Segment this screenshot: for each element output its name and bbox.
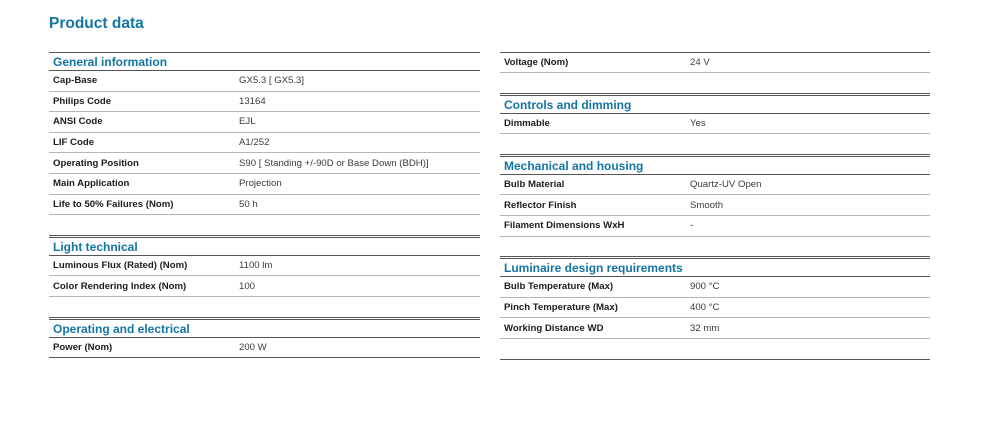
row-label: Power (Nom): [53, 341, 113, 353]
table-row: [500, 318, 930, 339]
section-spacer: [500, 73, 930, 94]
table-row: [49, 133, 480, 154]
section-spacer: [500, 339, 930, 360]
row-label: Operating Position: [53, 157, 139, 169]
table-row: [500, 114, 930, 135]
row-value: S90 [ Standing +/-90D or Base Down (BDH)]: [239, 157, 429, 169]
row-value: A1/252: [239, 137, 270, 149]
row-value: 100: [239, 280, 256, 292]
row-label: Main Application: [53, 178, 130, 190]
table-row: [49, 338, 480, 359]
row-label: Reflector Finish: [504, 199, 577, 211]
row-value: Projection: [239, 178, 282, 190]
section-header-mechanical-and-housing: Mechanical and housing: [500, 156, 930, 175]
table-row: [500, 216, 930, 237]
row-label: Filament Dimensions WxH: [504, 220, 625, 232]
table-row: [500, 277, 930, 298]
table-row: [49, 92, 480, 113]
table-row: [500, 298, 930, 319]
row-value: 50 h: [239, 198, 258, 210]
left-column: [49, 51, 480, 358]
table-row: [500, 175, 930, 196]
row-value: 200 W: [239, 341, 267, 353]
table-row: [49, 174, 480, 195]
table-row: [49, 153, 480, 174]
row-value: 400 °C: [690, 302, 720, 314]
section-header-operating-and-electrical: Operating and electrical: [49, 319, 480, 338]
row-label: Cap-Base: [53, 75, 98, 87]
row-value: Yes: [690, 117, 706, 129]
row-label: ANSI Code: [53, 116, 103, 128]
row-label: Bulb Temperature (Max): [504, 281, 614, 293]
table-row: [49, 112, 480, 133]
row-label: Life to 50% Failures (Nom): [53, 198, 174, 210]
section-header-light-technical: Light technical: [49, 237, 480, 256]
row-value: EJL: [239, 116, 256, 128]
row-label: LIF Code: [53, 137, 95, 149]
section-spacer: [49, 297, 480, 318]
row-label: Working Distance WD: [504, 322, 604, 334]
row-label: Dimmable: [504, 117, 550, 129]
section-header-controls-and-dimming: Controls and dimming: [500, 95, 930, 114]
row-label: Color Rendering Index (Nom): [53, 280, 187, 292]
row-value: Quartz-UV Open: [690, 179, 762, 191]
row-label: Pinch Temperature (Max): [504, 302, 618, 314]
row-value: 13164: [239, 95, 266, 107]
row-label: Bulb Material: [504, 179, 565, 191]
section-spacer: [49, 215, 480, 236]
section-spacer: [500, 134, 930, 155]
table-row: [49, 256, 480, 277]
right-column: [500, 51, 930, 360]
row-value: 24 V: [690, 57, 710, 68]
section-spacer: [500, 237, 930, 258]
table-row: [49, 195, 480, 216]
row-value: 1100 lm: [239, 260, 273, 272]
row-value: Smooth: [690, 199, 724, 211]
row-label: Luminous Flux (Rated) (Nom): [53, 260, 188, 272]
page-title: Product data: [49, 15, 144, 32]
table-row: [49, 276, 480, 297]
table-row: [500, 195, 930, 216]
section-header-luminaire-design-requirements: Luminaire design requirements: [500, 258, 930, 277]
section-header-general-information: General information: [49, 52, 480, 71]
row-label: Philips Code: [53, 95, 112, 107]
table-row: [500, 52, 930, 73]
row-label: Voltage (Nom): [504, 57, 569, 68]
row-value: -: [690, 220, 694, 232]
row-value: GX5.3 [ GX5.3]: [239, 75, 305, 87]
table-row: [49, 71, 480, 92]
row-value: 32 mm: [690, 322, 720, 334]
row-value: 900 °C: [690, 281, 720, 293]
